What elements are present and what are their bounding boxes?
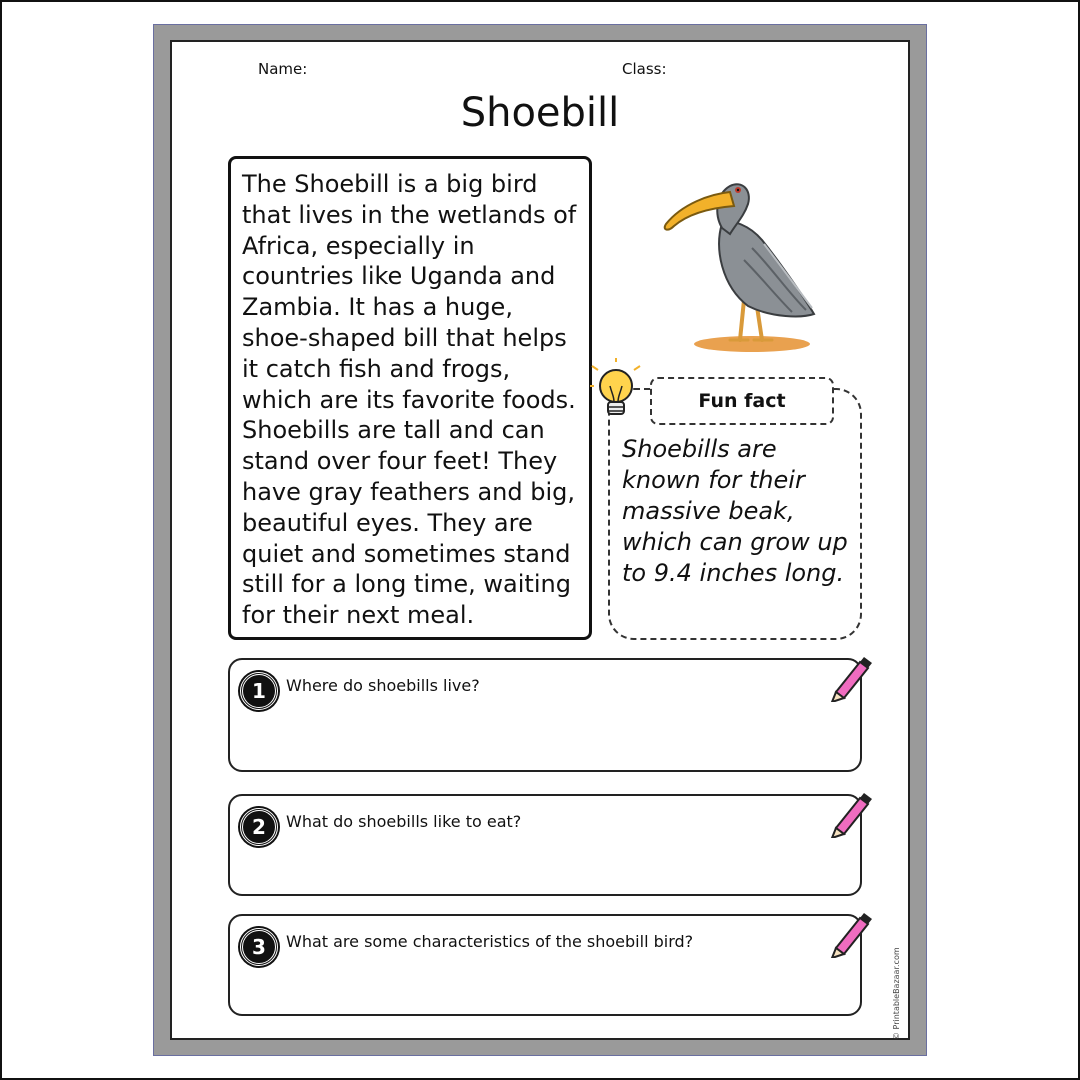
class-label: Class: (622, 60, 667, 78)
name-label: Name: (258, 60, 308, 78)
reading-passage: The Shoebill is a big bird that lives in the wetlands of Africa, especially in countries like Uganda and Zambia. It has a huge, shoe-shaped bill that helps it catch fish and frogs, which are its favorite foods. Shoebills are tall and can stand over four feet! They have gray feathers and big, beautiful eyes. They are quiet and sometimes stand still for a long time, waiting for their next meal. (228, 156, 592, 640)
credit-text: © PrintableBazaar.com (892, 947, 901, 1040)
fun-fact-heading: Fun fact (650, 377, 834, 425)
question-box-3[interactable] (228, 914, 862, 1016)
question-number: 2 (240, 808, 278, 846)
question-box-2[interactable] (228, 794, 862, 896)
question-text: What do shoebills like to eat? (286, 812, 522, 831)
fun-fact-text: Shoebills are known for their massive beak, which can grow up to 9.4 inches long. (622, 435, 848, 587)
shoebill-bird-illustration (652, 168, 832, 358)
question-box-1[interactable] (228, 658, 862, 772)
pencil-icon (822, 652, 872, 702)
question-text: Where do shoebills live? (286, 676, 480, 695)
pencil-icon (822, 908, 872, 958)
page-title: Shoebill (460, 90, 620, 136)
worksheet-page (170, 40, 910, 1040)
pencil-icon (822, 788, 872, 838)
lightbulb-icon (590, 358, 642, 424)
question-number: 3 (240, 928, 278, 966)
question-text: What are some characteristics of the shoebill bird? (286, 932, 694, 951)
question-number: 1 (240, 672, 278, 710)
